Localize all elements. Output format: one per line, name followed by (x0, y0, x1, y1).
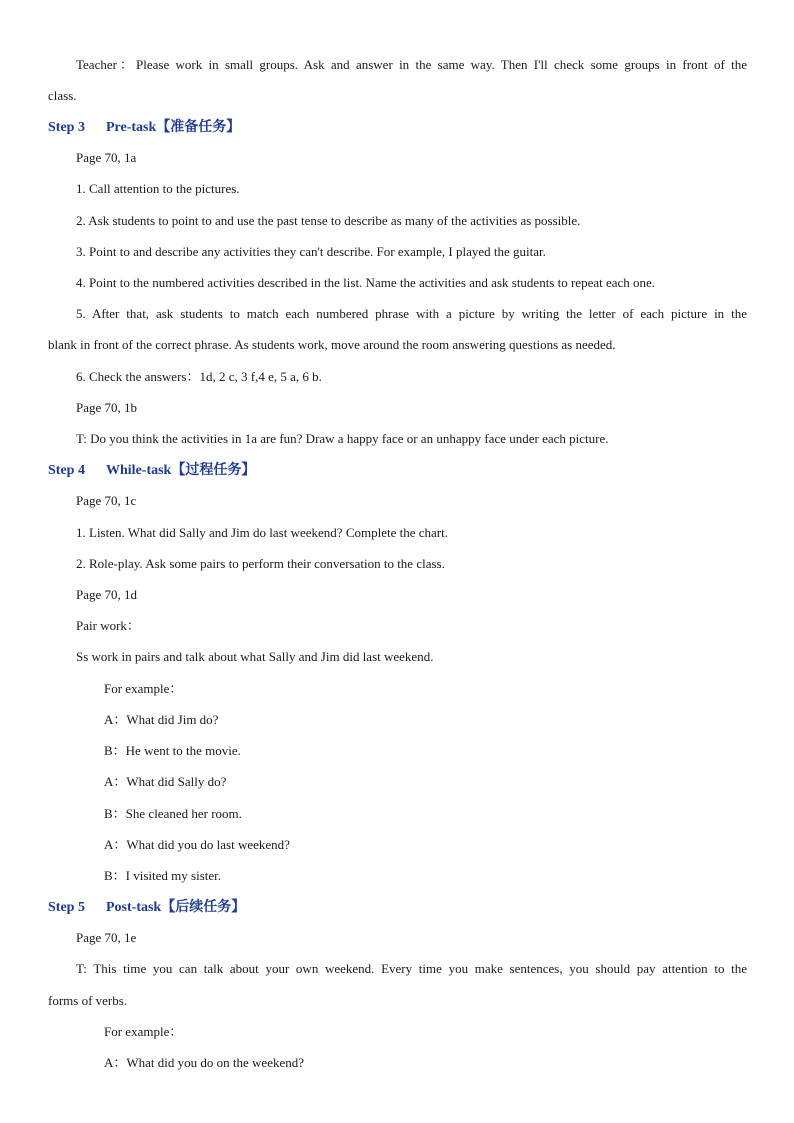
step3-item-1: 1. Call attention to the pictures. (76, 181, 240, 196)
step4-dialogue-line: B：He went to the movie. (104, 743, 241, 758)
step3-item-3: 3. Point to and describe any activities they can't describe. For example, I played the guitar. (76, 244, 546, 259)
step4-dialogue-line: A：What did Jim do? (104, 712, 219, 727)
step3-label: Step 3 (48, 120, 85, 135)
step3-item-6: 6. Check the answers：1d, 2 c, 3 f,4 e, 5 a, 6 b. (76, 369, 322, 384)
step5-cn-title: 【后续任务】 (161, 899, 246, 915)
step3-heading (48, 118, 240, 137)
step4-page-ref-1d: Page 70, 1d (76, 587, 138, 602)
step5-teacher-line-cont: forms of verbs. (48, 993, 128, 1008)
step4-cn-title: 【过程任务】 (171, 462, 256, 478)
step5-teacher-line: T: This time you can talk about your own weekend. Every time you make sentences, you should pay attention to the (76, 961, 747, 976)
step4-heading (48, 461, 255, 480)
step3-item-5-cont: blank in front of the correct phrase. As students work, move around the room answering questions as needed. (48, 337, 616, 352)
step4-dialogue-line: A：What did Sally do? (104, 774, 227, 789)
intro-teacher-line-cont: class. (48, 88, 77, 103)
step4-pair-desc: Ss work in pairs and talk about what Sally and Jim did last weekend. (76, 649, 434, 664)
step5-page-ref-1e: Page 70, 1e (76, 930, 137, 945)
step4-label: Step 4 (48, 463, 85, 478)
step4-dialogue-line: A：What did you do last weekend? (104, 837, 290, 852)
step4-dialogue-line: B：I visited my sister. (104, 868, 222, 883)
step4-item-2: 2. Role-play. Ask some pairs to perform their conversation to the class. (76, 556, 445, 571)
step3-item-5: 5. After that, ask students to match each numbered phrase with a picture by writing the letter of each picture in the (76, 306, 747, 321)
step3-title: Pre-task (106, 120, 157, 135)
step3-cn-title: 【准备任务】 (156, 119, 241, 135)
step4-item-1: 1. Listen. What did Sally and Jim do last weekend? Complete the chart. (76, 525, 448, 540)
step3-item-2: 2. Ask students to point to and use the past tense to describe as many of the activities as possible. (76, 213, 581, 228)
step3-item-4: 4. Point to the numbered activities described in the list. Name the activities and ask students to repeat each one. (76, 275, 656, 290)
step5-title: Post-task (106, 900, 162, 915)
step5-example-label: For example： (104, 1024, 183, 1039)
step4-dialogue-line: B：She cleaned her room. (104, 806, 242, 821)
intro-teacher-line: Teacher：Please work in small groups. Ask and answer in the same way. Then I'll check some groups in front of the (76, 57, 747, 72)
step4-pair-work: Pair work： (76, 618, 140, 633)
step5-label: Step 5 (48, 900, 85, 915)
step3-page-ref-1a: Page 70, 1a (76, 150, 137, 165)
step4-page-ref-1c: Page 70, 1c (76, 493, 137, 508)
step3-teacher-line: T: Do you think the activities in 1a are fun? Draw a happy face or an unhappy face under each picture. (76, 431, 609, 446)
step5-dialogue-line: A：What did you do on the weekend? (104, 1055, 305, 1070)
step4-title: While-task (106, 463, 172, 478)
step3-page-ref-1b: Page 70, 1b (76, 400, 138, 415)
step4-example-label: For example： (104, 681, 183, 696)
step5-heading (48, 898, 245, 917)
